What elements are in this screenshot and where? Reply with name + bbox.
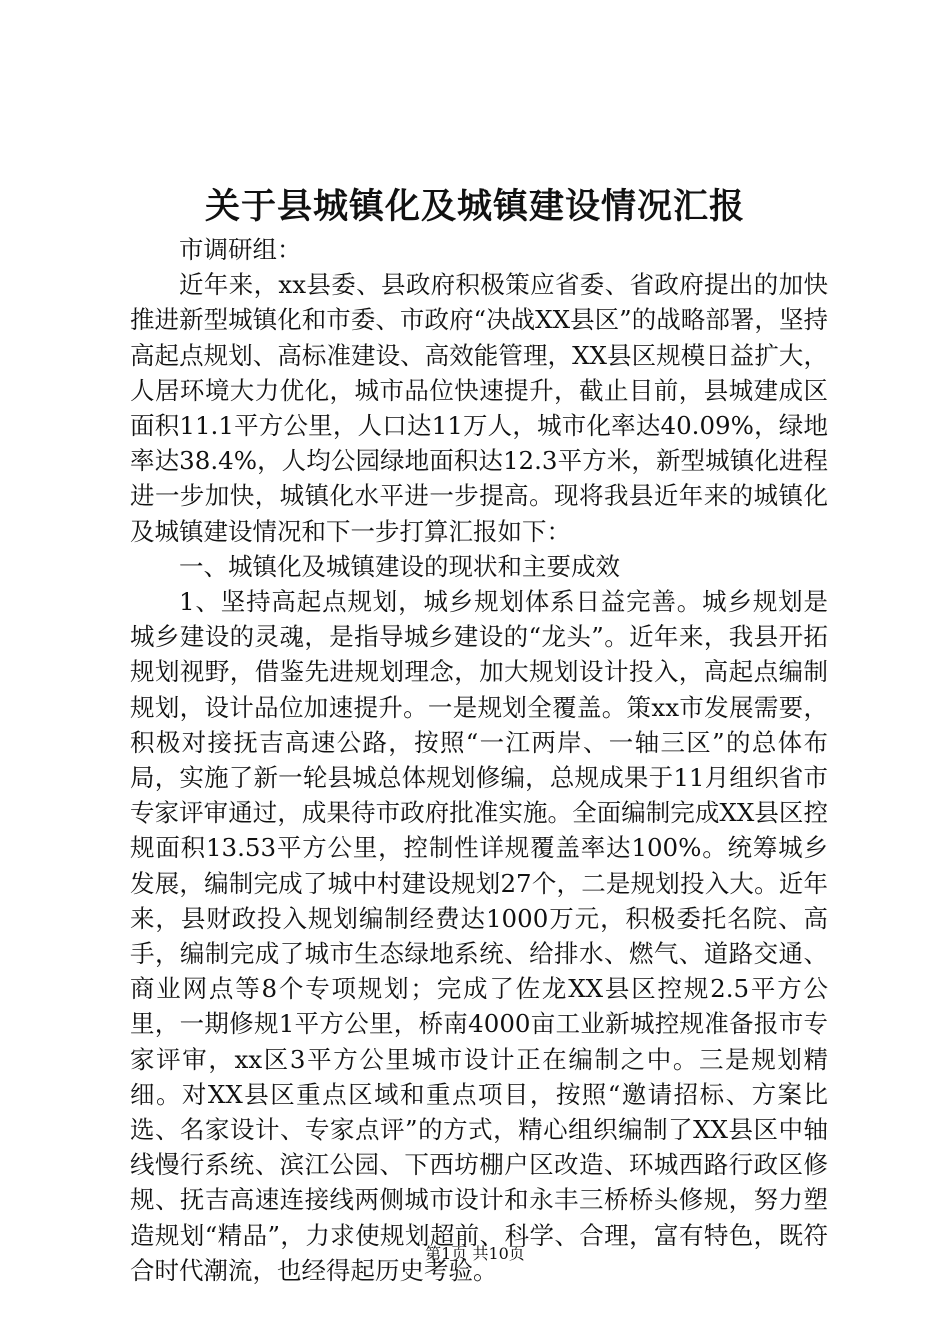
document-title: 关于县城镇化及城镇建设情况汇报 — [204, 186, 745, 227]
section-heading: 一、城镇化及城镇建设的现状和主要成效 — [179, 551, 620, 581]
salutation: 市调研组： — [179, 235, 302, 264]
document-body — [130, 232, 828, 1288]
page-number-footer: 第1页 共10页 — [425, 1244, 525, 1263]
body-paragraph: 1、坚持高起点规划，城乡规划体系日益完善。城乡规划是城乡建设的灵魂，是指导城乡建设的“龙头”。近年来，我县开拓规划视野，借鉴先进规划理念，加大规划设计投入，高起点编制规划，设计品位加速提升。一是规划全覆盖。策xx市发展需要，积极对接抚吉高速公路，按照“一江两岸、一轴三区”的总体布局，实施了新一轮县城总体规划修编，总规成果于11月组织省市专家评审通过，成果待市政府批准实施。全面编制完成XX县区控规面积13.53平方公里，控制性详规覆盖率达100%。统筹城乡发展，编制完成了城中村建设规划27个，二是规划投入大。近年来，县财政投入规划编制经费达1000万元，积极委托名院、高手，编制完成了城市生态绿地系统、给排水、燃气、道路交通、商业网点等8个专项规划；完成了佐龙XX县区控规2.5平方公里，一期修规1平方公里，桥南4000亩工业新城控规准备报市专家评审，xx区3平方公里城市设计正在编制之中。三是规划精细。对XX县区重点区域和重点项目，按照“邀请招标、方案比选、名家设计、专家点评”的方式，精心组织编制了XX县区中轴线慢行系统、滨江公园、下西坊棚户区改造、环城西路行政区修规、抚吉高速连接线两侧城市设计和永丰三桥桥头修规，努力塑造规划“精品”，力求使规划超前、科学、合理，富有特色，既符合时代潮流，也经得起历史考验。 — [130, 587, 828, 1285]
intro-paragraph: 近年来，xx县委、县政府积极策应省委、省政府提出的加快推进新型城镇化和市委、市政府“决战XX县区”的战略部署，坚持高起点规划、高标准建设、高效能管理，XX县区规模日益扩大，人居环境大力优化，城市品位快速提升，截止目前，县城建成区面积11.1平方公里，人口达11万人，城市化率达40.09%，绿地率达38.4%，人均公园绿地面积达12.3平方米，新型城镇化进程进一步加快，城镇化水平进一步提高。现将我县近年来的城镇化及城镇建设情况和下一步打算汇报如下： — [130, 270, 828, 546]
